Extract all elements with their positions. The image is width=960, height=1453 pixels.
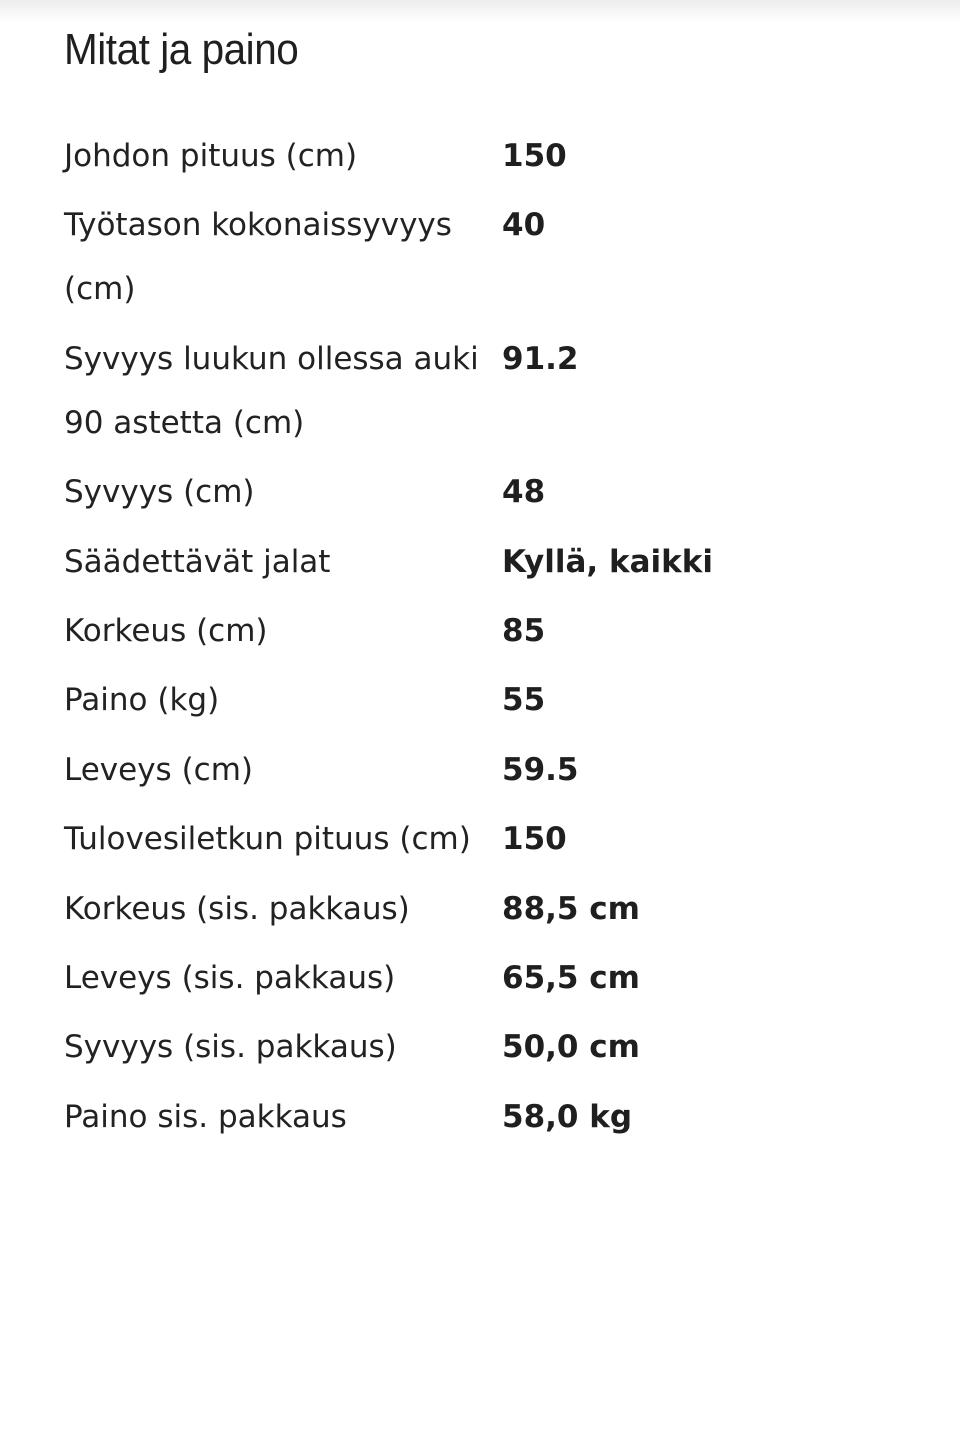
spec-row-width [64, 751, 904, 802]
spec-row-weight-packed [64, 1098, 904, 1149]
spec-row-depth [64, 476, 904, 524]
spec-value: 91.2 [502, 340, 579, 377]
spec-label: Syvyys luukun ollessa auki 90 astetta (cm) [64, 340, 479, 441]
spec-label: Säädettävät jalat [64, 543, 331, 580]
spec-label: Tulovesiletkun pituus (cm) [64, 821, 471, 858]
spec-row-inlet-hose-length [64, 823, 904, 871]
spec-label: Johdon pituus (cm) [64, 138, 358, 174]
spec-value: 58,0 kg [502, 1098, 633, 1135]
spec-label: Syvyys (cm) [64, 474, 255, 511]
spec-row-width-packed [64, 959, 904, 1010]
spec-value: 85 [502, 612, 546, 649]
spec-label: Paino (kg) [64, 682, 220, 719]
spec-label: Leveys (cm) [64, 751, 253, 788]
spec-label: Työtason kokonaissyvyys (cm) [64, 207, 452, 308]
spec-row-height-packed [64, 890, 904, 941]
dimensions-weight-section [64, 22, 904, 1170]
spec-row-worktop-depth [64, 209, 904, 321]
spec-value: 55 [502, 682, 546, 719]
spec-value: 50,0 cm [502, 1029, 640, 1066]
spec-label: Leveys (sis. pakkaus) [64, 959, 396, 996]
spec-label: Korkeus (sis. pakkaus) [64, 890, 410, 927]
section-title: Mitat ja paino [64, 25, 299, 74]
spec-value: 59.5 [502, 751, 579, 788]
spec-list [64, 140, 904, 1149]
spec-value: 88,5 cm [502, 890, 640, 927]
spec-value: 48 [502, 474, 546, 511]
spec-value: 150 [502, 821, 567, 858]
spec-row-height [64, 612, 904, 663]
spec-label: Syvyys (sis. pakkaus) [64, 1029, 397, 1066]
spec-row-weight [64, 684, 904, 732]
header-shadow [0, 0, 960, 22]
spec-value: Kyllä, kaikki [502, 543, 714, 580]
spec-label: Korkeus (cm) [64, 612, 268, 649]
spec-row-adjustable-feet [64, 543, 904, 594]
spec-value: 150 [502, 138, 567, 174]
spec-label: Paino sis. pakkaus [64, 1098, 347, 1135]
spec-row-depth-packed [64, 1031, 904, 1079]
spec-row-cord-length [64, 140, 904, 188]
spec-value: 65,5 cm [502, 959, 640, 996]
spec-row-depth-door-open [64, 340, 904, 455]
spec-value: 40 [502, 207, 546, 244]
